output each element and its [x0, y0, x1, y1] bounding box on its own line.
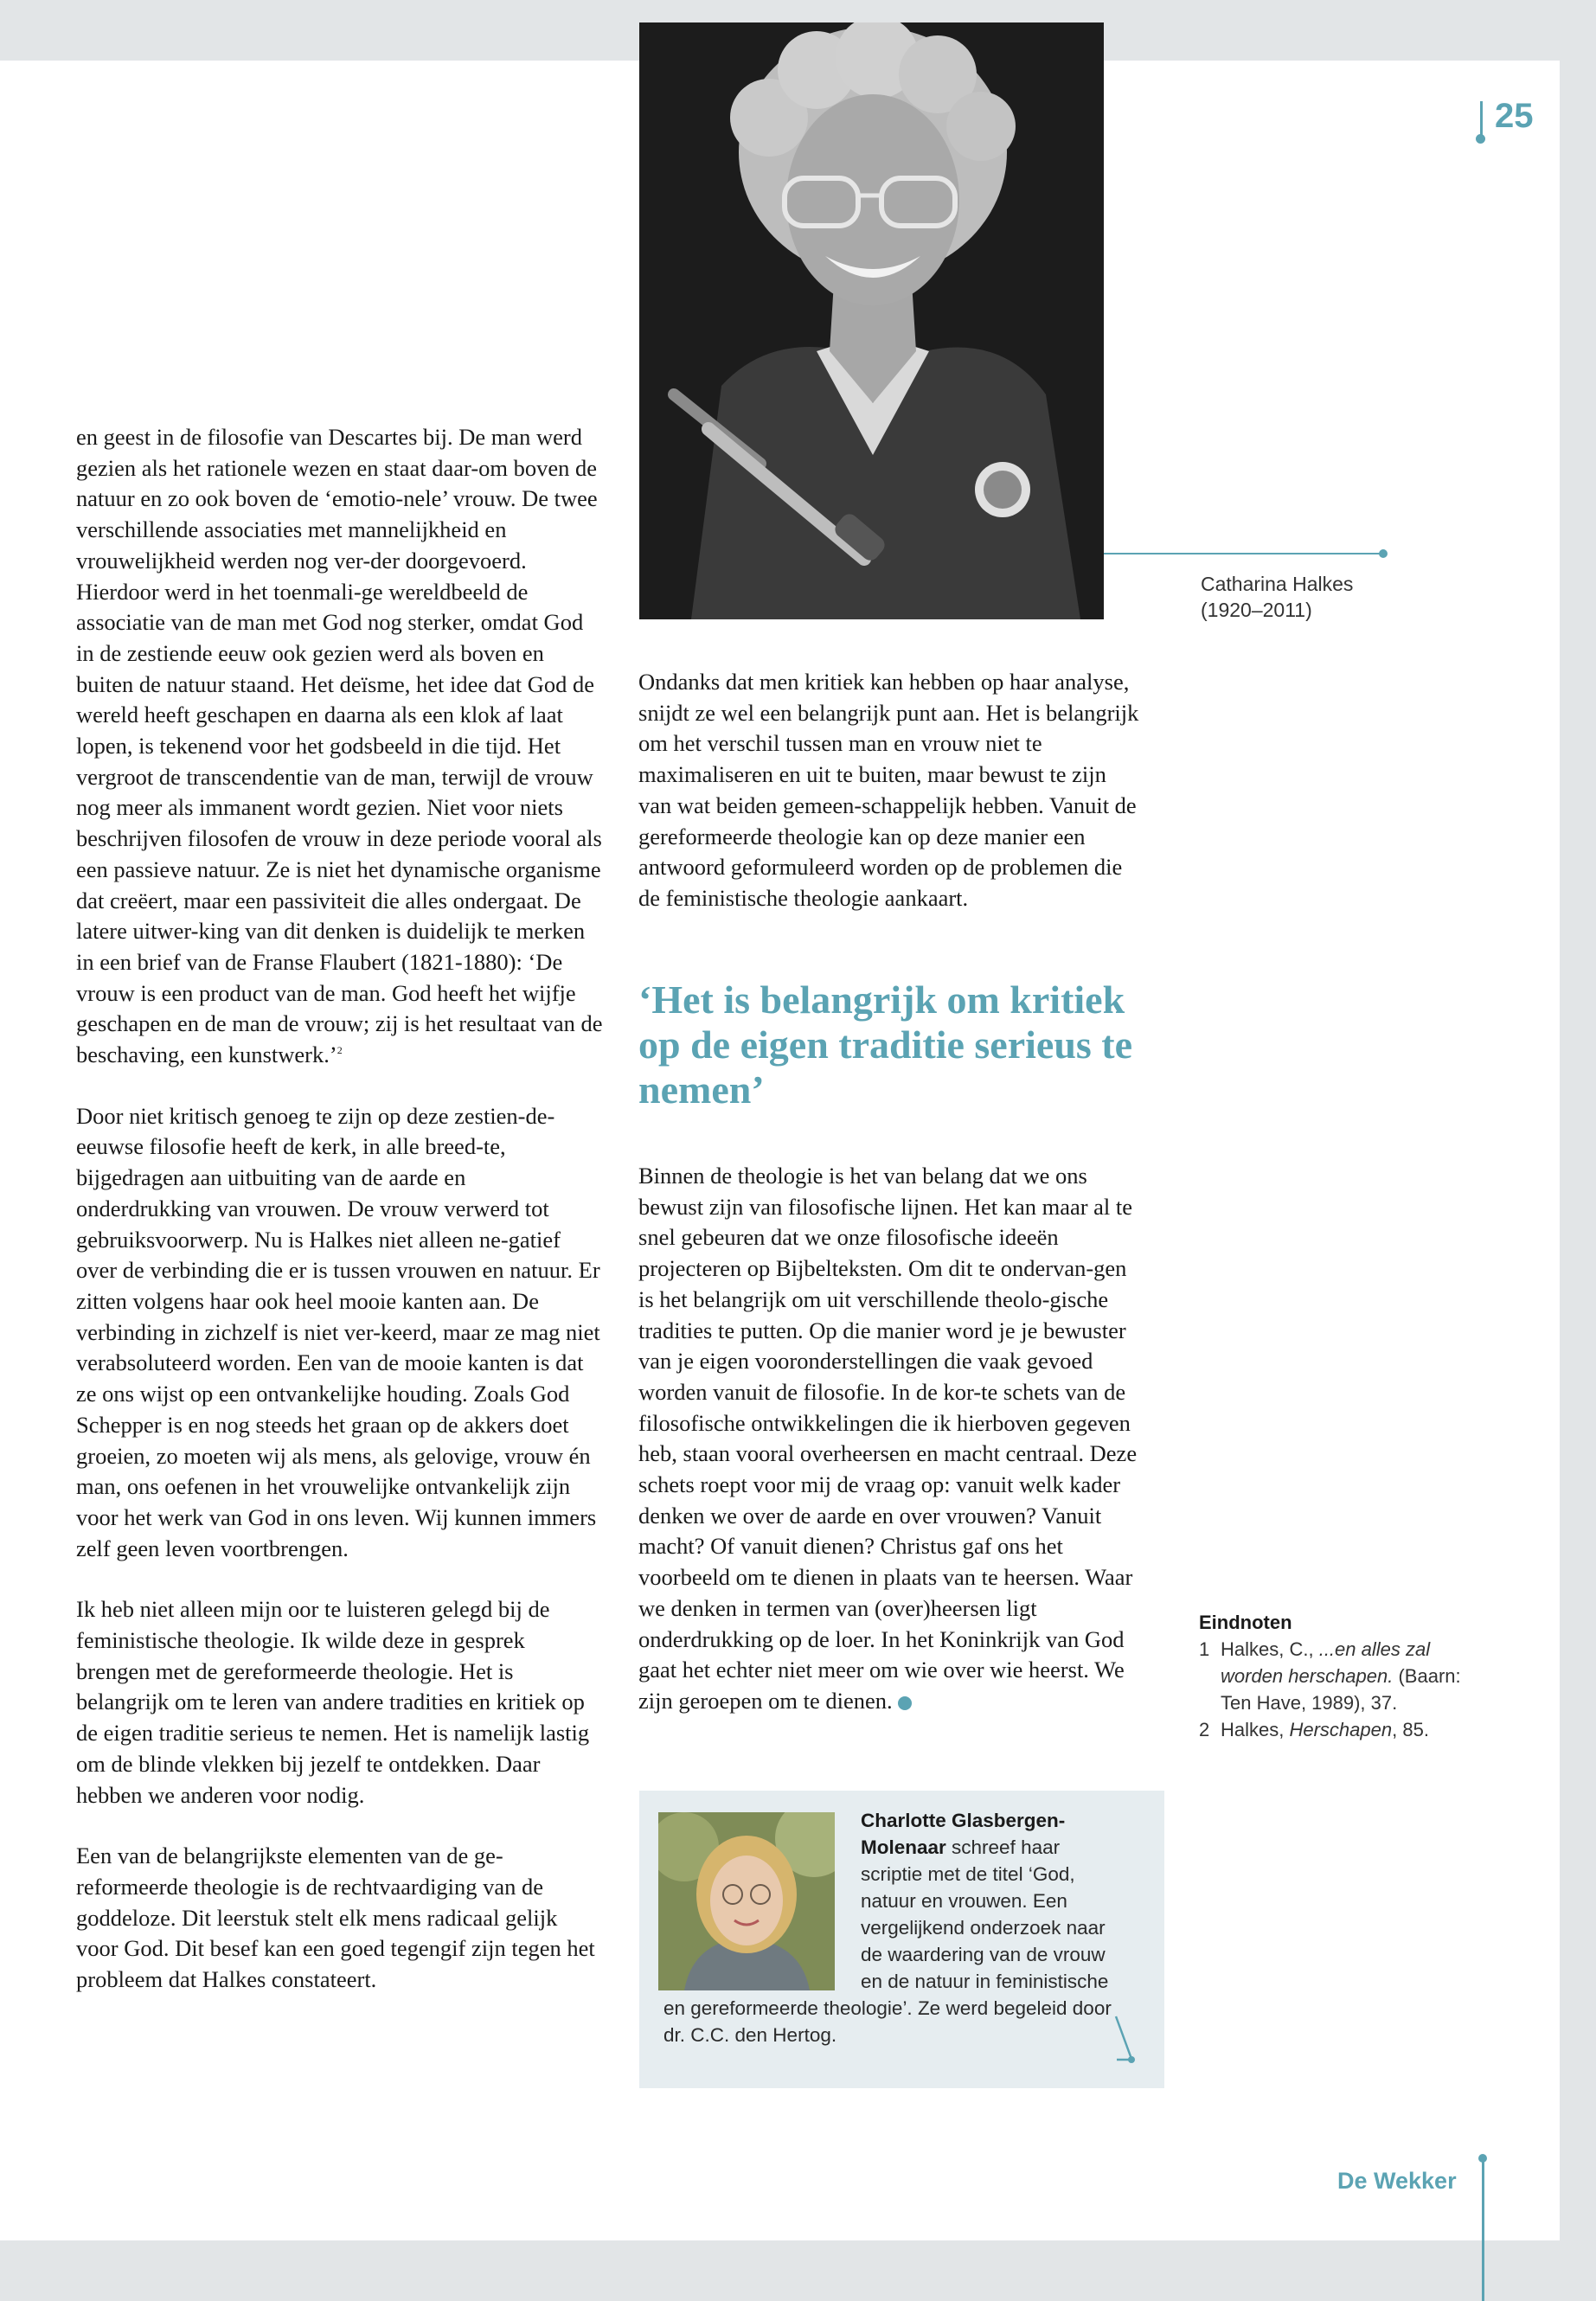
- endnote-text: [1221, 1636, 1493, 1716]
- page-number-rule: [1480, 101, 1483, 138]
- left-paragraph-3: Ik heb niet alleen mijn oor te luisteren gelegd bij de feministische theologie. Ik wilde deze in gesprek brengen met de gereformeerde theologie. Het is belangrijk om te leren van andere tradities en kritiek op de eigen traditie serieus te nemen. Het is namelijk lastig om de blinde vlekken bij jezelf te ontdekken. Daar hebben we anderen voor nodig.: [76, 1596, 590, 1808]
- author-name: Charlotte Glasbergen-Molenaar: [861, 1810, 1066, 1858]
- endnote-text: [1221, 1716, 1429, 1743]
- middle-paragraph-2-text: Binnen de theologie is het van belang dat we ons bewust zijn van filosofische lijnen. Het kan maar al te snel gebeuren dat we onze filosofische ideeën projecteren op Bijbelteksten. Om dit te ondervan-gen is het belangrijk om uit verschillende theolo-gische tradities te putten. Op die manier word je je bewuster van je eigen vooronderstellingen die vaak gevoed worden vanuit de filosofie. In de kor-te schets van de filosofische ontwikkelingen die ik hierboven gegeven heb, staan vooral overheersen en macht centraal. Deze schets roept voor mij de vraag op: vanuit welk kader denken we over de aarde en over vrouwen? Vanuit macht? Of vanuit dienen? Christus gaf ons het voorbeeld om te dienen in plaats van te heersen. Waar we denken in termen van (over)heersen ligt onderdrukking op de loer. In het Koninkrijk van God gaat het echter niet meer om wie over wie heerst. We zijn geroepen om te dienen.: [638, 1163, 1138, 1714]
- left-paragraph-2: Door niet kritisch genoeg te zijn op deze zestien-de-eeuwse filosofie heeft de kerk, in alle breed-te, bijgedragen aan uitbuiting van de aarde en onderdrukking van vrouwen. De vrouw verwerd tot gebruiksvoorwerp. Nu is Halkes niet alleen ne-gatief over de verbinding die er is tussen vrouwen en natuur. Er zitten volgens haar ook heel mooie kanten aan. De verbinding in zichzelf is niet ver-keerd, maar ze mag niet verabsoluteerd worden. Een van de mooie kanten is dat ze ons wijst op een ontvankelijke houding. Zoals God Schepper is en nog steeds het graan op de akkers doet groeien, zo moeten wij als mens, als gelovige, vrouw én man, ons oefenen in het vrouwelijke ontvankelijk zijn voor het werk van God in ons leven. Wij kunnen immers zelf geen leven voortbrengen.: [76, 1102, 600, 1561]
- footnote-ref-2[interactable]: 2: [337, 1044, 343, 1057]
- left-paragraph-1-text: en geest in de filosofie van Descartes bij. De man werd gezien als het rationele wezen en staat daar-om boven de natuur en zo ook boven de ‘emotio-nele’ vrouw. De twee verschillende associaties met mannelijkheid en vrouwelijkheid werden nog ver-der doorgevoerd. Hierdoor werd in het toenmali-ge wereldbeeld de associatie van de man met God nog sterker, omdat God in de zestiende eeuw ook gezien werd als boven en buiten de natuur staand. Het deïsme, het idee dat God de wereld heeft geschapen en daarna als een klok af laat lopen, is tekenend voor het godsbeeld in die tijd. Het vergroot de transcendentie van de man, terwijl de vrouw nog meer als immanent wordt gezien. Niet voor niets beschrijven filosofen de vrouw in deze periode vooral als een passieve natuur. Ze is niet het dynamische organisme dat creëert, maar een passiviteit die alles ondergaat. De latere uitwer-king van dit denken is duidelijk te merken in een brief van de Franse Flaubert (1821-1880): ‘De vrouw is een product van de man. God heeft het wijfje geschapen en de man de vrouw; zij is het resultaat van de beschaving, een kunstwerk.’: [76, 424, 603, 1068]
- publication-name: De Wekker: [1337, 2168, 1457, 2194]
- pull-quote: ‘Het is belangrijk om kritiek op de eigen traditie serieus te nemen’: [638, 977, 1133, 1112]
- endnotes: [1199, 1609, 1493, 1743]
- page-number-dot: [1476, 134, 1485, 144]
- middle-column-top: [638, 667, 1140, 914]
- left-paragraph-1: [76, 422, 604, 1071]
- article-end-dot: [898, 1696, 912, 1710]
- endnote-2: [1199, 1716, 1493, 1743]
- footer-rule: [1482, 2157, 1484, 2301]
- page-number: 25: [1495, 97, 1534, 135]
- caption-leader-line: [1104, 553, 1383, 554]
- endnote-title: Herschapen: [1289, 1719, 1393, 1740]
- caption-years: (1920–2011): [1201, 599, 1312, 621]
- footer-rule-dot: [1478, 2154, 1487, 2163]
- author-bio-box: [639, 1791, 1164, 2088]
- endnote-publication: , 85.: [1392, 1719, 1429, 1740]
- endnote-number: 1: [1199, 1638, 1210, 1660]
- endnote-author: Halkes,: [1221, 1719, 1290, 1740]
- author-photo: [658, 1812, 835, 1990]
- endnote-number: 2: [1199, 1719, 1210, 1740]
- endnote-title: ...en alles zal worden herschapen.: [1221, 1638, 1431, 1687]
- endnote-publication: (Baarn: Ten Have, 1989), 37.: [1221, 1665, 1461, 1714]
- bio-arrow-icon: [1113, 2014, 1136, 2066]
- middle-column-bottom: [638, 1161, 1140, 1717]
- portrait-photo-halkes: [639, 22, 1104, 619]
- left-paragraph-4: Een van de belangrijkste elementen van de ge-reformeerde theologie is de rechtvaardiging van de goddeloze. Dit leerstuk stelt elk mens radicaal gelijk voor God. Dit besef kan een goed tegengif zijn tegen het probleem dat Halkes constateert.: [76, 1843, 595, 1993]
- author-bio-description: schreef haar scriptie met de titel ‘God, natuur en vrouwen. Een vergelijkend onderzoek naar de waardering van de vrouw en de natuur in feministische en gereformeerde theologie’. Ze werd begeleid door dr. C.C. den Hertog.: [663, 1836, 1112, 2046]
- endnote-author: Halkes, C.,: [1221, 1638, 1319, 1660]
- photo-caption: [1201, 571, 1391, 623]
- caption-leader-dot: [1379, 549, 1388, 558]
- middle-paragraph-2: [638, 1161, 1140, 1717]
- middle-paragraph-1: Ondanks dat men kritiek kan hebben op haar analyse, snijdt ze wel een belangrijk punt aan. Het is belangrijk om het verschil tussen man en vrouw niet te maximaliseren en uit te buiten, maar bewust te zijn van wat beiden gemeen-schappelijk hebben. Vanuit de gereformeerde theologie kan op deze manier een antwoord geformuleerd worden op de problemen die de feministische theologie aankaart.: [638, 669, 1139, 911]
- caption-name: Catharina Halkes: [1201, 573, 1354, 595]
- endnotes-heading: Eindnoten: [1199, 1612, 1292, 1633]
- endnote-1: [1199, 1636, 1493, 1716]
- left-column: [76, 422, 604, 1996]
